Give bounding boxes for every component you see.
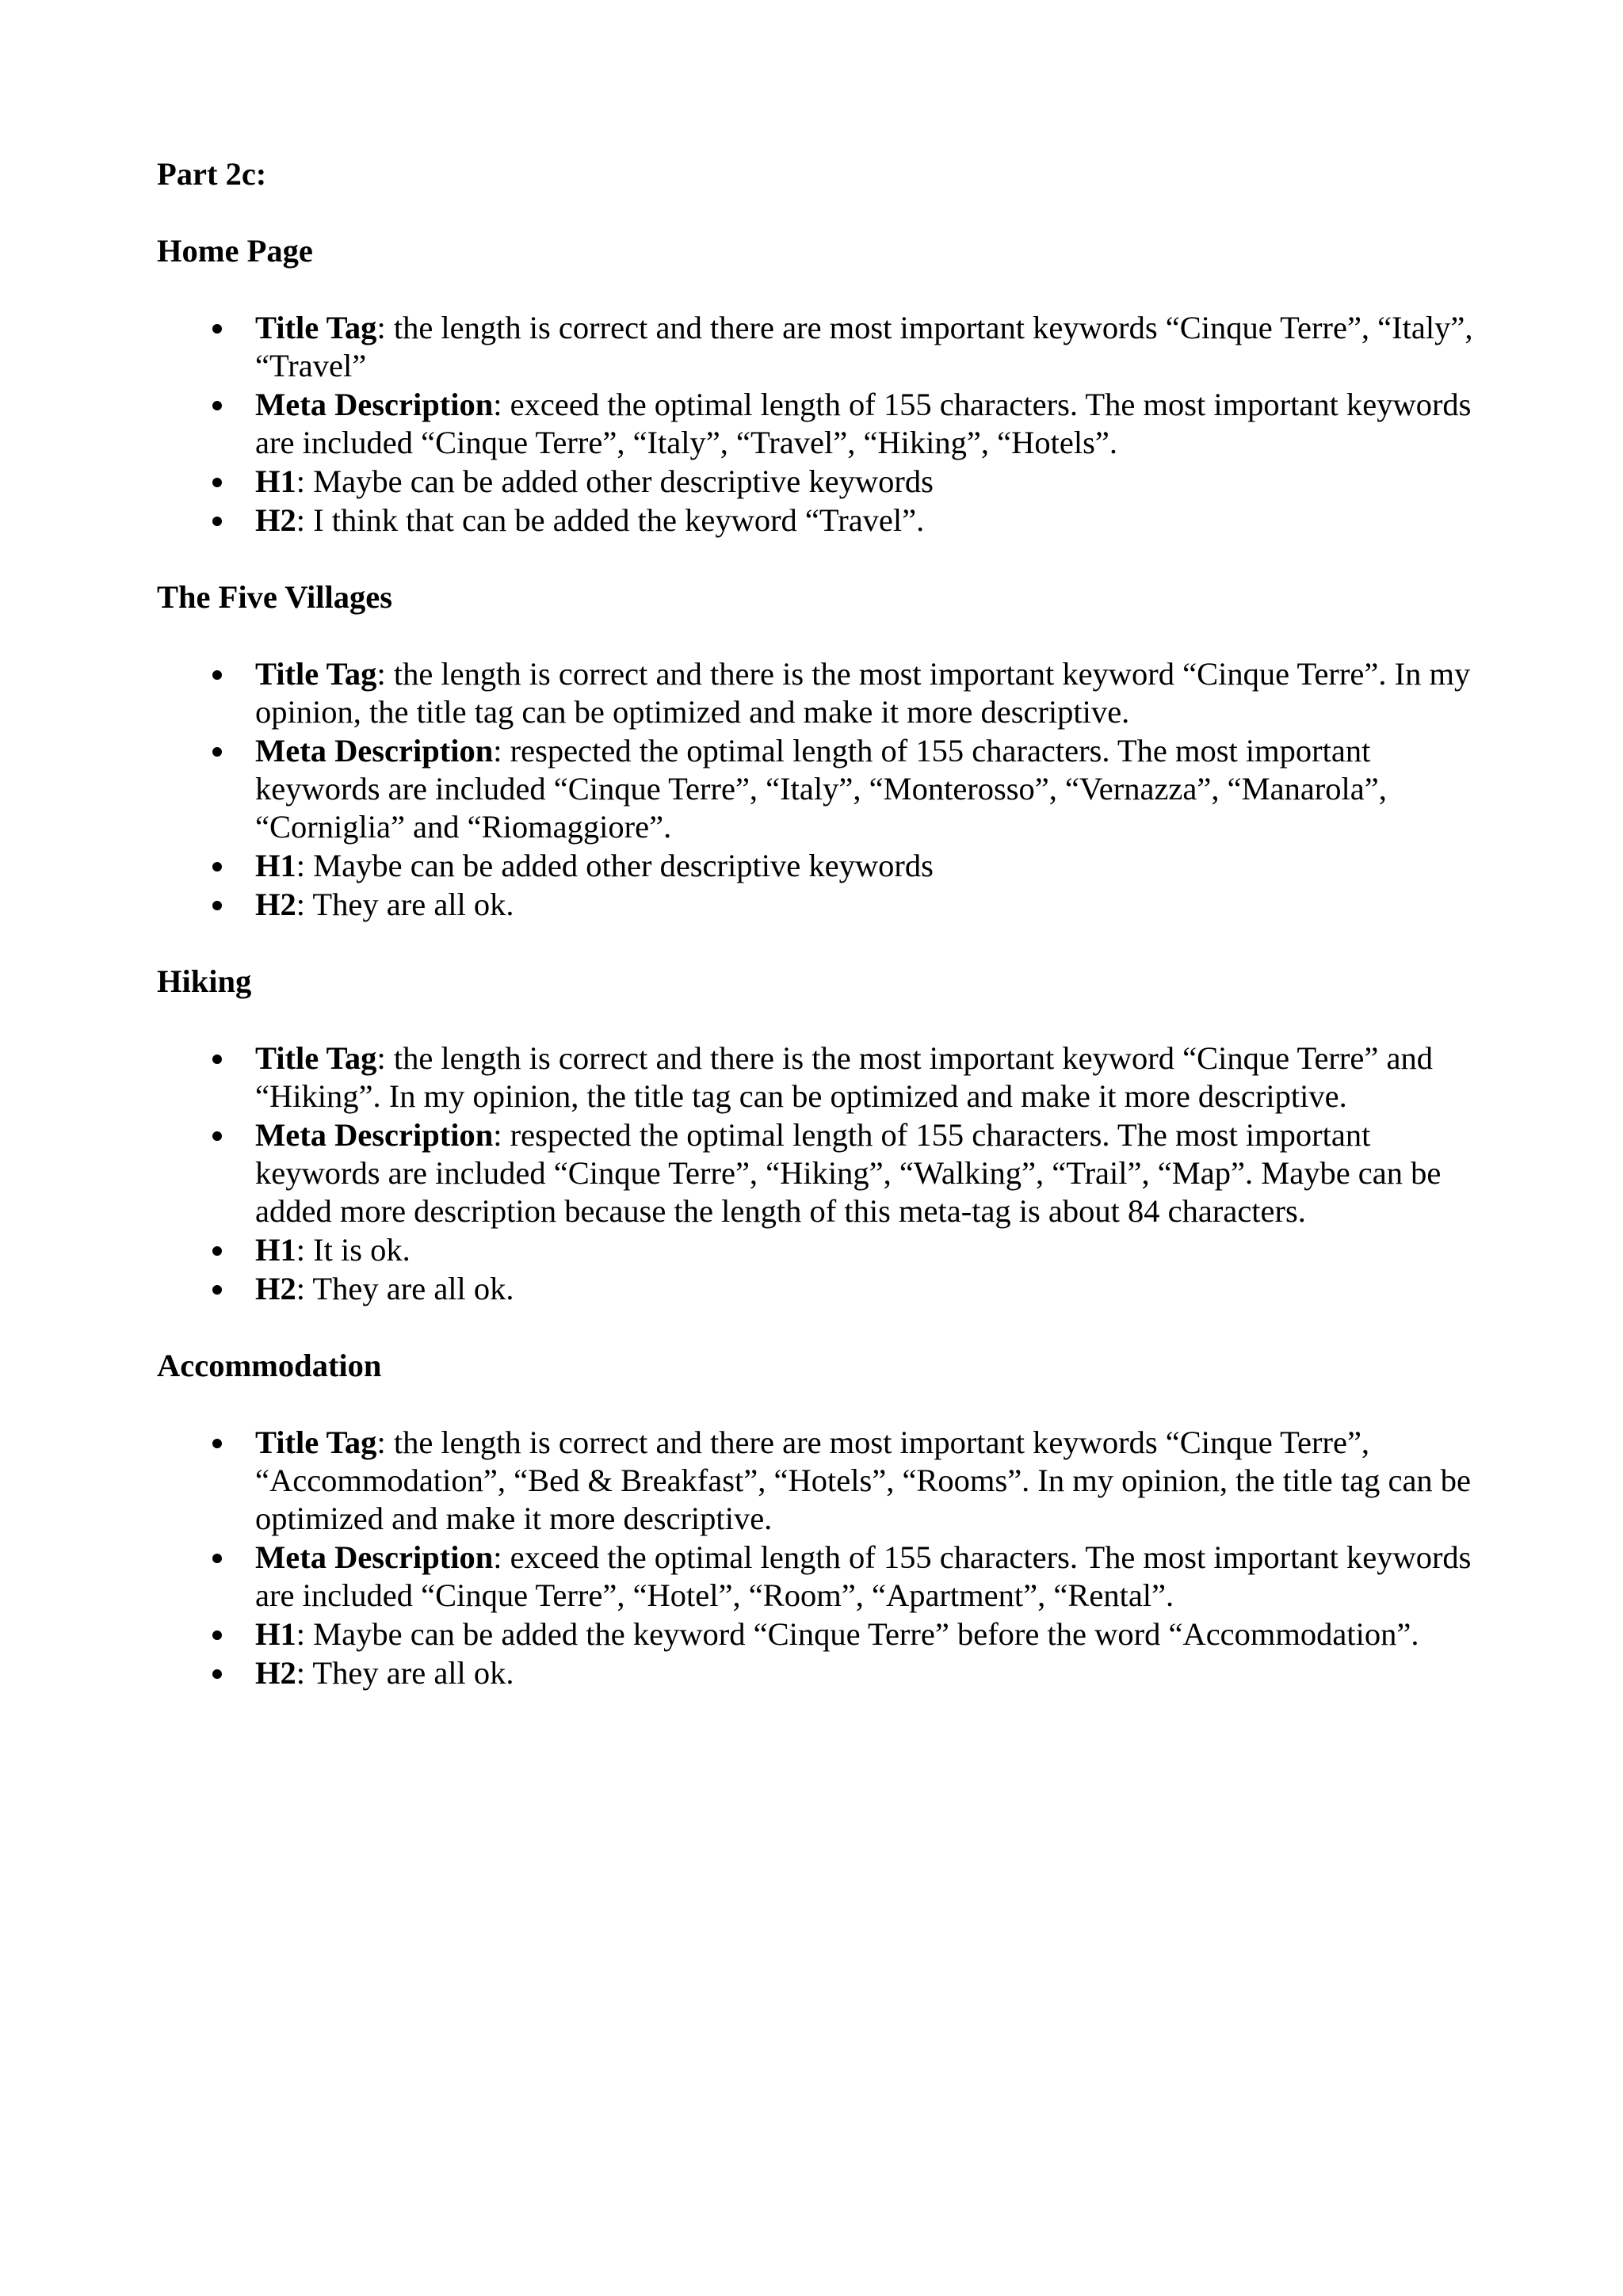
bullet-icon [212,1131,222,1141]
bullet-icon [212,670,222,680]
bullet-icon [212,862,222,871]
list-item [157,386,1488,462]
list-item [157,1424,1488,1538]
list-item [157,1270,1488,1308]
item-term: H1 [255,848,296,883]
list-item [157,732,1488,846]
bullet-icon [212,747,222,757]
list-item [157,1539,1488,1615]
section-heading-five-villages: The Five Villages [157,579,392,615]
item-text: : Maybe can be added other descriptive keywords [296,463,934,499]
item-term: Title Tag [255,310,377,345]
item-text: : exceed the optimal length of 155 characters. The most important keywords are included “Cinque Terre”, “Hotel”, “Room”, “Apartment”, “Rental”. [255,1539,1472,1613]
list-item [157,463,1488,501]
item-term: Title Tag [255,1040,377,1076]
section-heading-home-page: Home Page [157,233,313,269]
bullet-icon [212,1246,222,1256]
bullet-icon [212,478,222,487]
list-item [157,847,1488,885]
item-term: Title Tag [255,656,377,692]
bullet-icon [212,1554,222,1563]
list-item [157,655,1488,731]
item-text: : the length is correct and there are most important keywords “Cinque Terre”, “Italy”, “Travel” [255,310,1473,383]
item-text: : Maybe can be added other descriptive keywords [296,848,934,883]
list-item [157,1615,1488,1653]
item-term: Meta Description [255,733,494,769]
bullet-list-home-page [157,309,1488,540]
list-item [157,1231,1488,1269]
item-term: Meta Description [255,387,494,422]
item-term: H1 [255,1616,296,1652]
item-term: H2 [255,1655,296,1691]
item-term: H2 [255,887,296,922]
item-term: Title Tag [255,1425,377,1460]
bullet-icon [212,901,222,910]
bullet-icon [212,1669,222,1679]
item-text: : respected the optimal length of 155 characters. The most important keywords are included “Cinque Terre”, “Hiking”, “Walking”, “Trail”, “Map”. Maybe can be added more description because the length of this meta-tag is about 84 characters. [255,1117,1442,1229]
item-text: : I think that can be added the keyword “Travel”. [296,502,925,538]
document-page [157,155,1488,1693]
bullet-list-accommodation [157,1424,1488,1692]
bullet-icon [212,1055,222,1064]
list-item [157,1654,1488,1692]
bullet-icon [212,517,222,526]
section-heading-hiking: Hiking [157,963,252,999]
item-text: : exceed the optimal length of 155 characters. The most important keywords are included “Cinque Terre”, “Italy”, “Travel”, “Hiking”, “Hotels”. [255,387,1472,460]
item-text: : Maybe can be added the keyword “Cinque Terre” before the word “Accommodation”. [296,1616,1419,1652]
bullet-icon [212,401,222,410]
list-item [157,1039,1488,1116]
part-title: Part 2c: [157,156,267,192]
bullet-icon [212,1630,222,1640]
list-item [157,886,1488,924]
item-text: : They are all ok. [296,1271,514,1306]
bullet-icon [212,1285,222,1295]
bullet-list-hiking [157,1039,1488,1308]
bullet-icon [212,324,222,334]
bullet-list-five-villages [157,655,1488,924]
list-item [157,502,1488,540]
item-text: : They are all ok. [296,887,514,922]
list-item [157,309,1488,385]
item-term: Meta Description [255,1117,494,1153]
item-text: : the length is correct and there are most important keywords “Cinque Terre”, “Accommodation”, “Bed & Breakfast”, “Hotels”, “Rooms”. In my opinion, the title tag can be optimized and make it more descriptive. [255,1425,1472,1536]
item-text: : It is ok. [296,1232,411,1268]
item-term: H2 [255,502,296,538]
list-item [157,1116,1488,1230]
item-text: : the length is correct and there is the most important keyword “Cinque Terre” and “Hiking”. In my opinion, the title tag can be optimized and make it more descriptive. [255,1040,1433,1114]
item-term: Meta Description [255,1539,494,1575]
section-heading-accommodation: Accommodation [157,1348,382,1383]
bullet-icon [212,1439,222,1448]
item-text: : respected the optimal length of 155 characters. The most important keywords are included “Cinque Terre”, “Italy”, “Monterosso”, “Vernazza”, “Manarola”, “Corniglia” and “Riomaggiore”. [255,733,1387,845]
item-term: H1 [255,463,296,499]
item-term: H1 [255,1232,296,1268]
item-term: H2 [255,1271,296,1306]
item-text: : They are all ok. [296,1655,514,1691]
item-text: : the length is correct and there is the most important keyword “Cinque Terre”. In my opinion, the title tag can be optimized and make it more descriptive. [255,656,1471,730]
